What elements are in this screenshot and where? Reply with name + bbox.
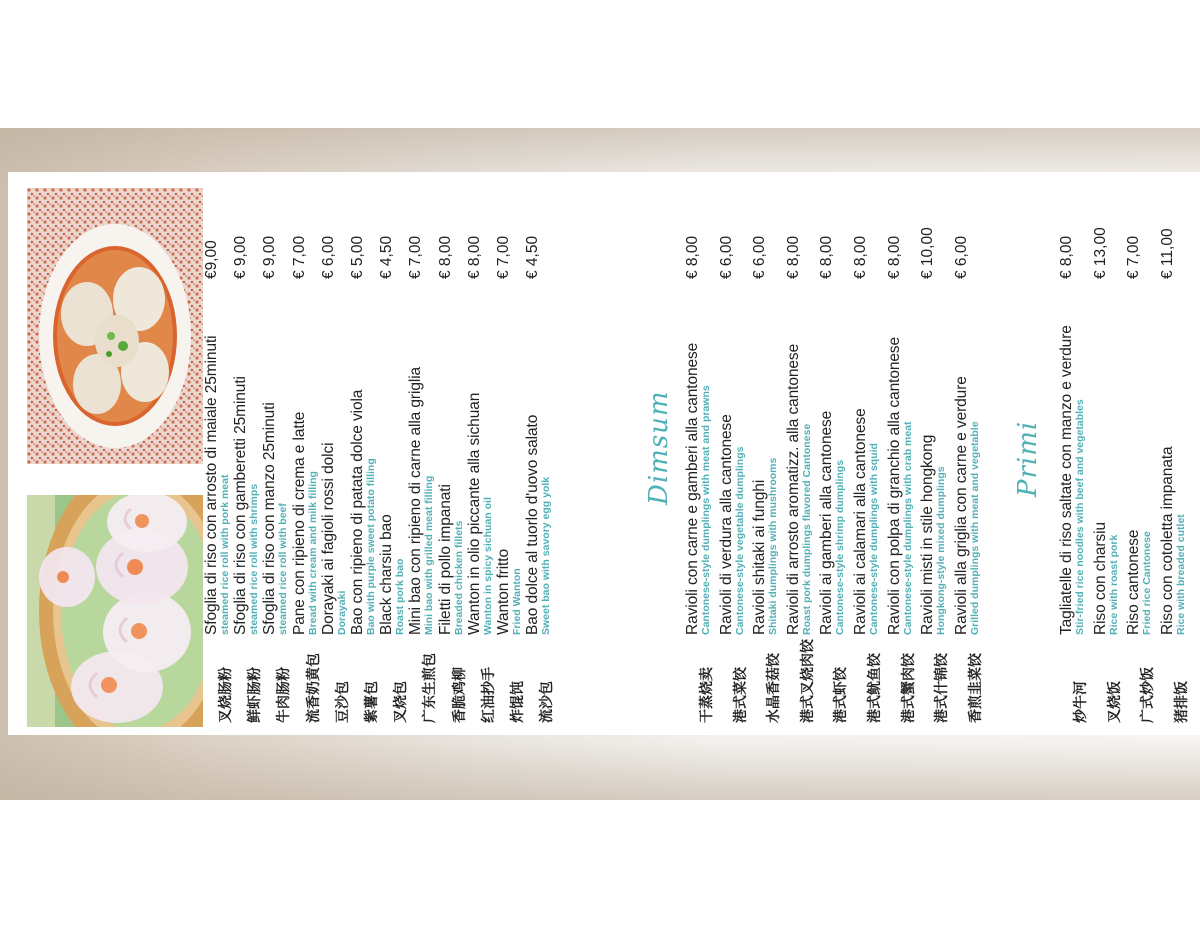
dish-price: € 5,00 xyxy=(349,235,366,279)
dish-chinese-name: 红油抄手 xyxy=(480,667,497,723)
dish-italian-name: Mini bao con ripieno di carne alla griglia xyxy=(407,366,425,635)
dish-italian-name: Ravioli misti in stile hongkong xyxy=(919,434,937,635)
dish-chinese-name: 叉烧包 xyxy=(393,681,410,723)
dish-chinese-name: 流沙包 xyxy=(539,681,556,723)
dish-english-name: Shitaki dumplings with mushrooms xyxy=(767,457,780,635)
dish-price: € 8,00 xyxy=(852,235,869,279)
dish-italian-name: Ravioli con carne e gamberi alla cantonese xyxy=(684,342,701,635)
dish-english-name: Hongkong-style mixed dumplings xyxy=(935,466,948,635)
dish-english-name: Roast pork dumplings flavored Cantonese xyxy=(800,423,813,635)
menu-content-rotated xyxy=(8,172,1200,735)
dish-chinese-name: 流香奶黄包 xyxy=(305,653,322,723)
dish-price: € 9,00 xyxy=(261,235,279,279)
dish-chinese-name: 叉烧饭 xyxy=(1106,681,1123,723)
dish-english-name: steamed rice roll with beef xyxy=(277,503,290,635)
dish-italian-name: Ravioli ai calamari alla cantonese xyxy=(852,408,869,635)
dish-price: € 4,50 xyxy=(524,235,542,279)
dish-price: € 8,00 xyxy=(784,235,802,279)
dish-italian-name: Bao con ripieno di patata dolce viola xyxy=(349,389,366,635)
dish-italian-name: Black charsiu bao xyxy=(378,514,396,635)
dish-english-name: Fried Wanton xyxy=(511,568,523,635)
dish-english-name: Roast pork bao xyxy=(394,558,407,635)
dish-chinese-name: 港式蟹肉饺 xyxy=(900,653,917,723)
dish-italian-name: Riso con charsiu xyxy=(1091,522,1109,635)
dish-price: € 7,00 xyxy=(495,235,512,279)
dish-english-name: Bao with purple sweet potato filling xyxy=(365,458,377,635)
dish-chinese-name: 港式鱿鱼饺 xyxy=(867,653,883,723)
dish-italian-name: Riso cantonese xyxy=(1125,529,1143,635)
dish-italian-name: Ravioli shitaki ai funghi xyxy=(751,479,769,635)
dish-english-name: Breaded chicken fillets xyxy=(452,520,465,635)
dish-italian-name: Sfoglia di riso con manzo 25minuti xyxy=(261,402,279,635)
section-title-primi: Primi xyxy=(1013,420,1043,497)
section-title-dimsum: Dimsum xyxy=(644,390,674,505)
dish-price: € 9,00 xyxy=(232,235,250,279)
dish-chinese-name: 香脆鸡柳 xyxy=(451,667,468,723)
dish-price: € 7,00 xyxy=(1125,235,1143,279)
dish-price: € 11,00 xyxy=(1159,228,1177,279)
dish-english-name: Stir-fried rice noodles with beef and vegetables xyxy=(1074,399,1086,635)
dish-chinese-name: 广式炒饭 xyxy=(1140,667,1157,723)
dish-price: € 6,00 xyxy=(751,235,769,279)
dish-english-name: steamed rice roll with shrimps xyxy=(248,483,261,635)
dish-price: € 10,00 xyxy=(919,227,937,279)
dish-italian-name: Sfoglia di riso con arrosto di maiale 25minuti xyxy=(203,335,220,635)
dish-price: € 13,00 xyxy=(1091,227,1109,279)
dish-chinese-name: 广东生煎包 xyxy=(422,653,439,723)
dish-english-name: Grilled dumplings with meat and vegetable xyxy=(968,421,981,635)
dish-english-name: Dorayaki xyxy=(335,590,348,635)
dish-italian-name: Sfoglia di riso con gamberetti 25minuti xyxy=(232,376,250,635)
dish-english-name: Rice with roast pork xyxy=(1107,534,1120,635)
dish-english-name: steamed rice roll with pork meat xyxy=(219,474,231,635)
dish-price: € 8,00 xyxy=(818,235,836,279)
dish-price: € 7,00 xyxy=(290,235,308,279)
dish-price: € 8,00 xyxy=(465,235,483,279)
dish-chinese-name: 牛肉肠粉 xyxy=(276,667,293,723)
dish-price: € 6,00 xyxy=(319,235,337,279)
dish-price: € 6,00 xyxy=(717,235,735,279)
dish-italian-name: Wanton in olio piccante alla sichuan xyxy=(465,392,483,635)
dish-english-name: Cantonese-style dumplings with meat and prawns xyxy=(700,385,712,635)
dish-chinese-name: 叉烧肠粉 xyxy=(218,667,234,723)
dish-price: € 8,00 xyxy=(885,235,903,279)
dish-english-name: Cantonese-style dumplings with squid xyxy=(868,443,880,635)
dish-price: € 8,00 xyxy=(436,235,454,279)
dish-chinese-name: 豆沙包 xyxy=(334,681,351,723)
dish-italian-name: Ravioli ai gamberi alla cantonese xyxy=(818,410,836,635)
dish-price: € 7,00 xyxy=(407,235,425,279)
dish-chinese-name: 紫薯包 xyxy=(364,681,380,723)
dish-italian-name: Ravioli di verdura alla cantonese xyxy=(717,414,735,635)
dish-english-name: Cantonese-style vegetable dumplings xyxy=(733,446,746,635)
dish-price: €9,00 xyxy=(203,240,220,279)
dish-english-name: Cantonese-style shrimp dumplings xyxy=(834,459,847,635)
dish-chinese-name: 港式什锦饺 xyxy=(934,653,951,723)
dish-chinese-name: 炒牛河 xyxy=(1073,681,1089,723)
dish-italian-name: Ravioli di arrosto aromatizz. alla cantonese xyxy=(784,343,802,635)
dish-english-name: Sweet bao with savory egg yolk xyxy=(540,476,553,635)
dish-english-name: Bread with cream and milk filling xyxy=(306,471,319,635)
dish-italian-name: Ravioli con polpa di granchio alla cantonese xyxy=(885,336,903,635)
dish-italian-name: Dorayaki ai fagioli rossi dolci xyxy=(319,442,337,635)
dish-price: € 4,50 xyxy=(378,235,396,279)
dish-english-name: Wanton in spicy sichuan oil xyxy=(481,497,494,635)
dish-chinese-name: 港式虾饺 xyxy=(833,667,850,723)
dish-chinese-name: 香煎韭菜饺 xyxy=(967,653,984,723)
dish-italian-name: Tagliatelle di riso saltate con manzo e verdure xyxy=(1058,325,1075,635)
dish-chinese-name: 港式菜饺 xyxy=(732,667,749,723)
dish-price: € 6,00 xyxy=(952,235,970,279)
dish-italian-name: Filetti di pollo impanati xyxy=(436,484,454,635)
dish-italian-name: Riso con cotoletta impanata xyxy=(1159,446,1177,635)
dish-italian-name: Ravioli alla griglia con carne e verdure xyxy=(952,376,970,635)
dish-english-name: Mini bao with grilled meat filling xyxy=(423,475,436,635)
dish-italian-name: Wanton fritto xyxy=(495,549,512,635)
menu-page xyxy=(8,172,1200,735)
dish-chinese-name: 港式叉烧肉饺 xyxy=(799,639,816,723)
dish-english-name: Cantonese-style dumplings with crab meat xyxy=(901,421,914,635)
dish-chinese-name: 猪排饭 xyxy=(1174,681,1191,723)
dish-chinese-name: 炸馄饨 xyxy=(510,681,526,723)
dish-chinese-name: 水晶香菇饺 xyxy=(766,653,783,723)
dish-price: € 8,00 xyxy=(1058,235,1075,279)
dish-chinese-name: 干蒸烧卖 xyxy=(699,667,715,723)
dish-italian-name: Pane con ripieno di crema e latte xyxy=(290,411,308,635)
dish-english-name: Rice with breaded cutlet xyxy=(1175,514,1188,635)
dish-chinese-name: 鲜虾肠粉 xyxy=(247,667,264,723)
dish-english-name: Fried rice Cantonese xyxy=(1141,531,1154,635)
dish-price: € 8,00 xyxy=(684,235,701,279)
dish-italian-name: Bao dolce al tuorlo d'uovo salato xyxy=(524,414,542,635)
